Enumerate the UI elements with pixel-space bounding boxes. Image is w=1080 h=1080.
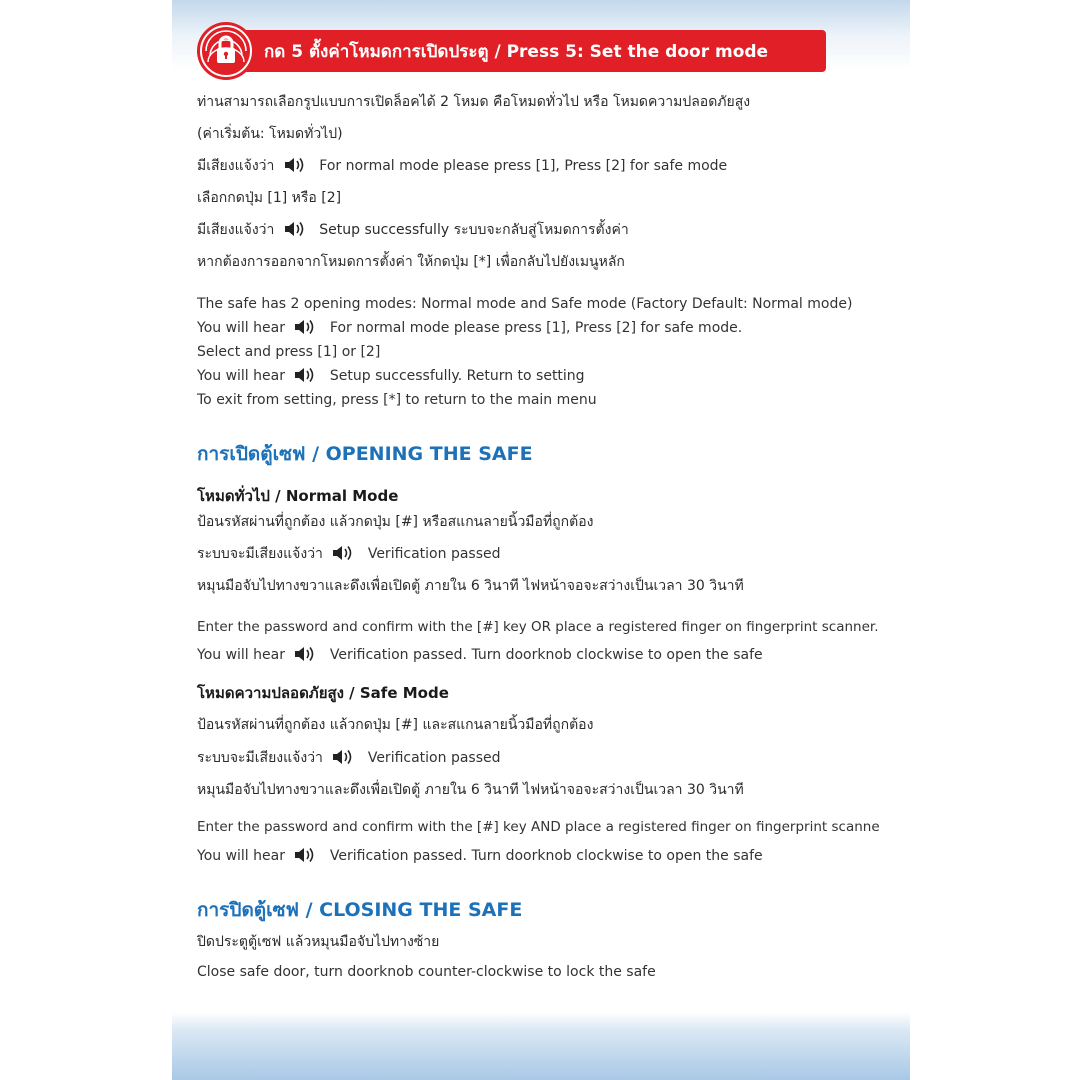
speaker-icon	[331, 545, 357, 561]
section-banner-title: กด 5 ตั้งค่าโหมดการเปิดประตู / Press 5: Set the door mode	[264, 42, 769, 62]
mode-thai-line-3	[197, 156, 727, 176]
closing-heading: การปิดตู้เซฟ / CLOSING THE SAFE	[197, 899, 523, 921]
voice-message: For normal mode please press [1], Press [2] for safe mode.	[329, 320, 743, 336]
fingerprint-lock-icon	[194, 20, 258, 82]
mode-thai-line-2: (ค่าเริ่มต้น: โหมดทั่วไป)	[197, 126, 343, 142]
closing-thai: ปิดประตูตู้เซฟ แล้วหมุนมือจับไปทางซ้าย	[197, 934, 440, 950]
safe-en-line-1: Enter the password and confirm with the [#] key AND place a registered finger on fingerprint scanne	[197, 819, 880, 835]
normal-thai-line-3: หมุนมือจับไปทางขวาและดึงเพื่อเปิดตู้ ภายใน 6 วินาที ไฟหน้าจอจะสว่างเป็นเวลา 30 วินาที	[197, 578, 744, 594]
mode-en-line-5: To exit from setting, press [*] to return to the main menu	[197, 392, 597, 408]
opening-heading: การเปิดตู้เซฟ / OPENING THE SAFE	[197, 443, 533, 465]
speaker-icon	[293, 367, 319, 383]
voice-prefix: มีเสียงแจ้งว่า	[197, 222, 275, 238]
safe-mode-title: โหมดความปลอดภัยสูง / Safe Mode	[197, 684, 449, 702]
mode-thai-line-4: เลือกกดปุ่ม [1] หรือ [2]	[197, 190, 342, 206]
speaker-icon	[293, 646, 319, 662]
voice-message: For normal mode please press [1], Press [2] for safe mode	[319, 158, 728, 174]
hear-prefix: You will hear	[197, 368, 285, 384]
safe-thai-line-2	[197, 748, 501, 768]
mode-thai-line-5	[197, 220, 629, 240]
speaker-icon	[293, 847, 319, 863]
normal-thai-line-2	[197, 544, 501, 564]
hear-prefix: You will hear	[197, 320, 285, 336]
normal-en-line-2	[197, 645, 763, 665]
mode-thai-line-6: หากต้องการออกจากโหมดการตั้งค่า ให้กดปุ่ม [*] เพื่อกลับไปยังเมนูหลัก	[197, 254, 625, 270]
mode-en-line-4	[197, 366, 585, 386]
mode-thai-line-1: ท่านสามารถเลือกรูปแบบการเปิดล็อคได้ 2 โหมด คือโหมดทั่วไป หรือ โหมดความปลอดภัยสูง	[197, 94, 751, 110]
voice-prefix: ระบบจะมีเสียงแจ้งว่า	[197, 546, 323, 562]
voice-message: Setup successfully. Return to setting	[329, 368, 585, 384]
speaker-icon	[293, 319, 319, 335]
speaker-icon	[283, 157, 309, 173]
safe-thai-line-1: ป้อนรหัสผ่านที่ถูกต้อง แล้วกดปุ่ม [#] และสแกนลายนิ้วมือที่ถูกต้อง	[197, 717, 594, 733]
voice-message: Verification passed. Turn doorknob clockwise to open the safe	[329, 848, 763, 864]
manual-page	[172, 0, 910, 1080]
mode-en-line-1: The safe has 2 opening modes: Normal mode and Safe mode (Factory Default: Normal mode)	[197, 296, 853, 312]
voice-message: Verification passed	[367, 750, 501, 766]
safe-en-line-2	[197, 846, 763, 866]
normal-en-line-1: Enter the password and confirm with the [#] key OR place a registered finger on fingerprint scanner.	[197, 619, 879, 635]
normal-mode-title: โหมดทั่วไป / Normal Mode	[197, 487, 399, 505]
voice-message: Setup successfully ระบบจะกลับสู่โหมดการตั้งค่า	[319, 222, 629, 238]
normal-thai-line-1: ป้อนรหัสผ่านที่ถูกต้อง แล้วกดปุ่ม [#] หรือสแกนลายนิ้วมือที่ถูกต้อง	[197, 514, 594, 530]
hear-prefix: You will hear	[197, 848, 285, 864]
speaker-icon	[283, 221, 309, 237]
speaker-icon	[331, 749, 357, 765]
voice-message: Verification passed. Turn doorknob clockwise to open the safe	[329, 647, 763, 663]
voice-message: Verification passed	[367, 546, 501, 562]
closing-en: Close safe door, turn doorknob counter-clockwise to lock the safe	[197, 964, 656, 980]
hear-prefix: You will hear	[197, 647, 285, 663]
safe-thai-line-3: หมุนมือจับไปทางขวาและดึงเพื่อเปิดตู้ ภายใน 6 วินาที ไฟหน้าจอจะสว่างเป็นเวลา 30 วินาที	[197, 782, 744, 798]
mode-en-line-2	[197, 318, 742, 338]
voice-prefix: มีเสียงแจ้งว่า	[197, 158, 275, 174]
mode-en-line-3: Select and press [1] or [2]	[197, 344, 381, 360]
voice-prefix: ระบบจะมีเสียงแจ้งว่า	[197, 750, 323, 766]
